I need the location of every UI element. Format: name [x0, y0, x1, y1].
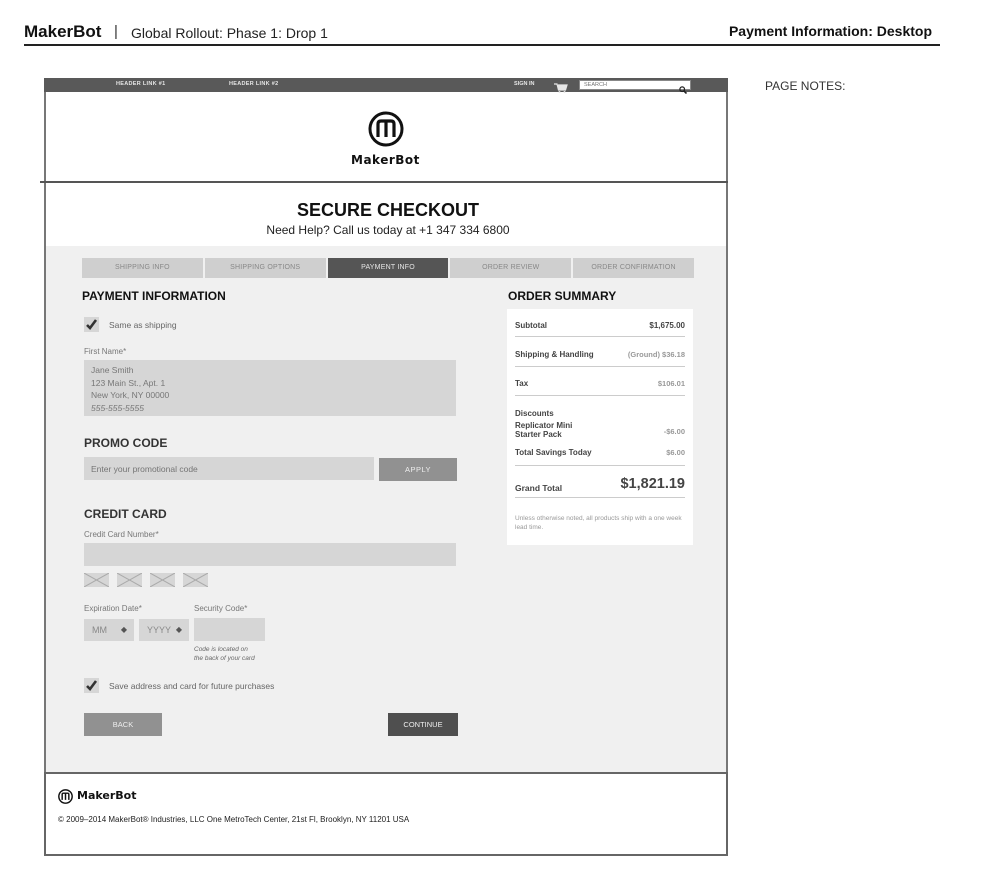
header-link-1[interactable]: HEADER LINK #1: [116, 81, 166, 87]
billing-address-field[interactable]: [84, 360, 456, 416]
footer-copyright: © 2009–2014 MakerBot® Industries, LLC One MetroTech Center, 21st Fl, Brooklyn, NY 11201 USA: [58, 815, 410, 824]
footer-wordmark: MakerBot: [77, 789, 137, 802]
header-link-2[interactable]: HEADER LINK #2: [229, 81, 279, 87]
summary-divider: [515, 366, 685, 367]
footer-makerbot-logo-icon[interactable]: [58, 789, 73, 804]
checkout-content: [44, 246, 728, 772]
same-as-shipping-checkbox[interactable]: [84, 317, 99, 332]
discount-value: -$6.00: [663, 427, 685, 436]
total-savings-value: $6.00: [666, 448, 685, 457]
step-shipping-info[interactable]: SHIPPING INFO: [82, 258, 203, 278]
discount-item-line-2: Starter Pack: [515, 430, 562, 439]
tax-value: $106.01: [657, 379, 685, 388]
total-savings-label: Total Savings Today: [515, 448, 592, 457]
expiration-year-select[interactable]: [139, 619, 189, 641]
grand-total-label: Grand Total: [515, 483, 563, 493]
tax-row: [515, 379, 685, 388]
card-type-placeholder-icon: [117, 573, 142, 587]
address-line-name: Jane Smith: [91, 365, 134, 375]
back-button[interactable]: BACK: [84, 713, 162, 736]
summary-divider: [515, 336, 685, 337]
step-order-review[interactable]: ORDER REVIEW: [450, 258, 571, 278]
checkmark-icon: [85, 318, 98, 331]
expiration-date-label: Expiration Date*: [84, 604, 142, 613]
expiration-month-value: MM: [92, 625, 107, 635]
checkout-title: SECURE CHECKOUT: [296, 200, 479, 220]
card-type-placeholder-icon: [150, 573, 175, 587]
credit-card-number-label: Credit Card Number*: [84, 530, 159, 539]
subtotal-value: $1,675.00: [649, 321, 685, 330]
security-code-label: Security Code*: [194, 604, 248, 613]
security-hint-line-1: Code is located on: [194, 646, 248, 653]
makerbot-wordmark: MakerBot: [351, 153, 420, 167]
shipping-row: [515, 350, 685, 359]
search-box: [579, 80, 691, 90]
checkout-heading: [44, 183, 728, 246]
expiration-year-value: YYYY: [147, 625, 172, 635]
help-phone-text: Need Help? Call us today at +1 347 334 6800: [266, 223, 510, 237]
credit-card-title: CREDIT CARD: [84, 507, 167, 521]
address-line-phone: 555-555-5555: [91, 402, 144, 413]
cart-icon[interactable]: [554, 80, 568, 90]
apply-promo-button[interactable]: APPLY: [379, 458, 457, 481]
discounts-heading: Discounts: [515, 409, 554, 418]
tax-label: Tax: [515, 379, 529, 388]
site-header: [44, 92, 728, 182]
first-name-label: First Name*: [84, 347, 127, 356]
payment-information-title: PAYMENT INFORMATION: [82, 289, 226, 303]
search-icon[interactable]: [679, 81, 687, 89]
card-type-placeholder-icon: [183, 573, 208, 587]
select-arrows-icon: ◆: [120, 625, 127, 634]
summary-divider: [515, 497, 685, 498]
summary-divider: [515, 395, 685, 396]
credit-card-number-input[interactable]: [84, 543, 456, 566]
wireframe-page: [44, 78, 728, 856]
discount-item-row: [515, 421, 685, 439]
shipping-lead-time-note: Unless otherwise noted, all products ship with a one week lead time.: [515, 515, 682, 531]
step-shipping-options[interactable]: SHIPPING OPTIONS: [205, 258, 326, 278]
page-notes: PAGE NOTES:: [765, 79, 846, 93]
grand-total-value: $1,821.19: [620, 476, 685, 492]
promo-code-title: PROMO CODE: [84, 436, 168, 450]
discount-item-line-1: Replicator Mini: [515, 421, 573, 430]
sign-in-link[interactable]: SIGN IN: [514, 81, 535, 87]
total-savings-row: [515, 448, 685, 457]
step-order-confirmation[interactable]: ORDER CONFIRMATION: [573, 258, 694, 278]
security-code-input[interactable]: [194, 618, 265, 641]
doc-brand: MakerBot: [24, 22, 102, 41]
makerbot-logo-icon[interactable]: [368, 111, 404, 147]
promo-code-input[interactable]: [84, 457, 374, 480]
address-line-city: New York, NY 00000: [91, 390, 170, 400]
order-summary-title: ORDER SUMMARY: [508, 289, 617, 303]
select-arrows-icon: ◆: [175, 625, 182, 634]
doc-project-name: Global Rollout: Phase 1: Drop 1: [131, 25, 328, 41]
order-summary-panel: [507, 309, 693, 545]
subtotal-row: [515, 321, 685, 330]
security-code-hint: [194, 645, 255, 663]
address-line-street: 123 Main St., Apt. 1: [91, 377, 166, 388]
card-type-placeholder-icon: [84, 573, 109, 587]
same-as-shipping-label: Same as shipping: [109, 320, 177, 330]
search-input[interactable]: [584, 81, 674, 89]
subtotal-label: Subtotal: [515, 321, 547, 330]
save-card-checkbox[interactable]: [84, 678, 99, 693]
doc-page-title: Payment Information: Desktop: [728, 23, 932, 39]
step-payment-info[interactable]: PAYMENT INFO: [328, 258, 449, 278]
checkmark-icon: [85, 679, 98, 692]
document-header: [24, 22, 940, 46]
summary-divider: [515, 465, 685, 466]
continue-button[interactable]: CONTINUE: [388, 713, 458, 736]
shipping-value: (Ground) $36.18: [627, 350, 685, 359]
site-footer: [44, 772, 728, 856]
top-navigation-bar: [44, 78, 728, 92]
expiration-month-select[interactable]: [84, 619, 134, 641]
shipping-label: Shipping & Handling: [515, 350, 594, 359]
save-card-label: Save address and card for future purchases: [109, 681, 275, 691]
checkout-steps: [82, 258, 694, 278]
doc-separator: |: [114, 23, 118, 40]
security-hint-line-2: the back of your card: [194, 655, 255, 662]
